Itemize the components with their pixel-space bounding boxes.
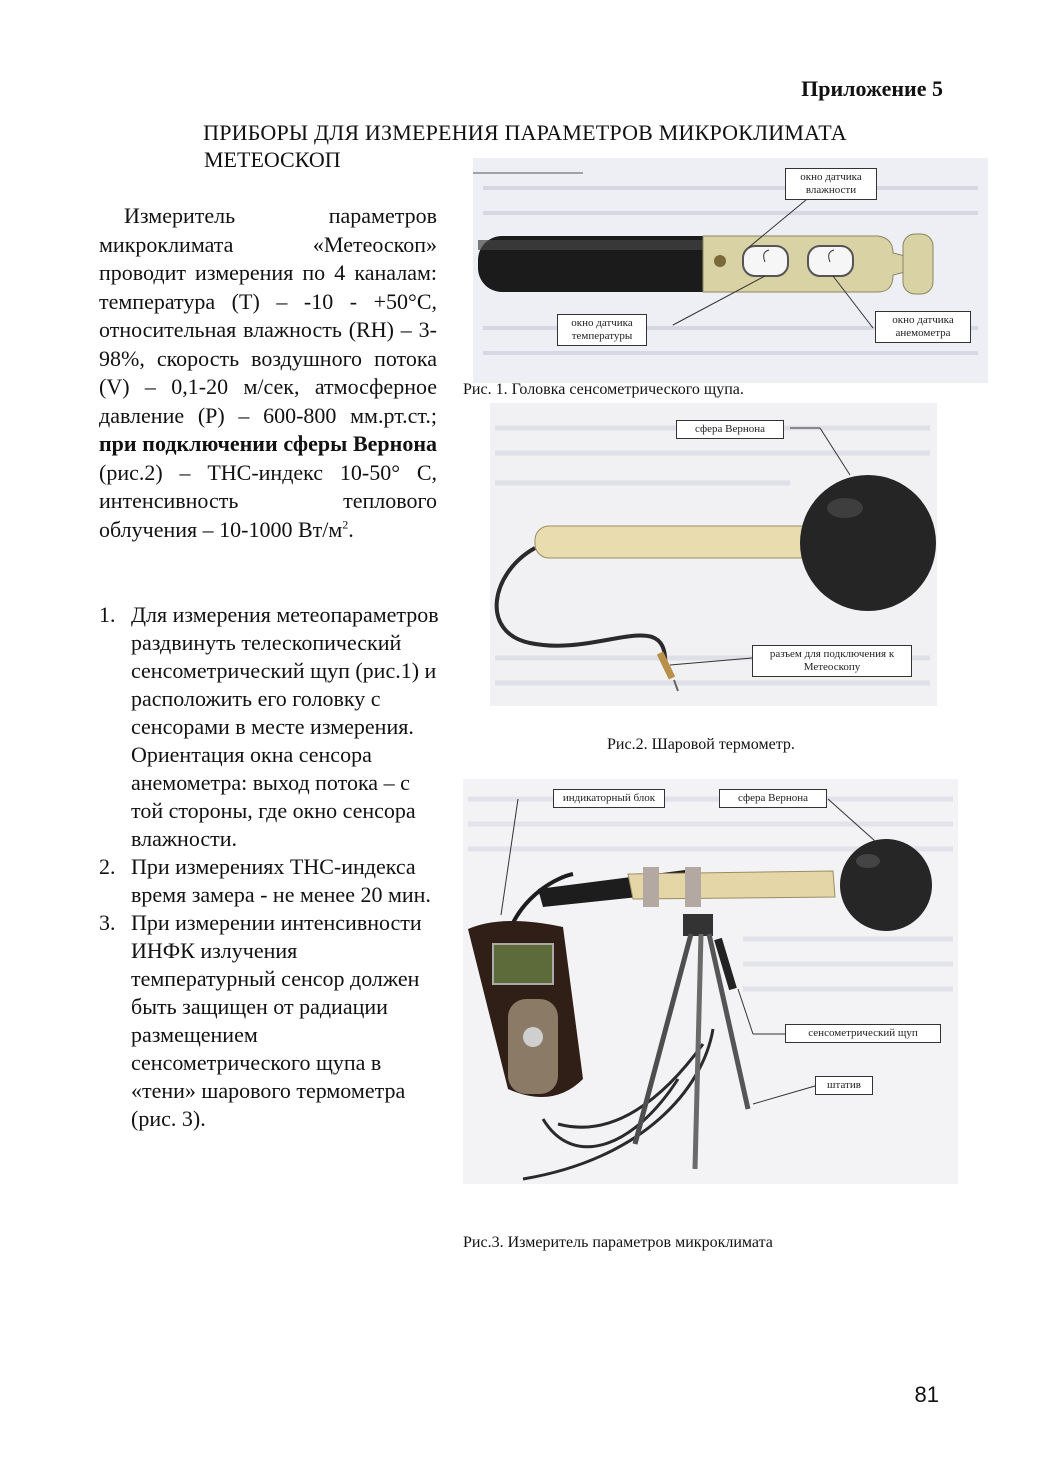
page-subtitle: МЕТЕОСКОП [204,147,341,172]
label-connector: разъем для подключения к Метеоскопу [752,645,912,677]
intro-paragraph [99,202,437,544]
label-temperature-sensor: окно датчика температуры [557,314,647,346]
list-number: 2. [99,854,116,879]
list-item [99,853,439,909]
intro-text-cont: (рис.2) – ТНС-индекс 10-50° С, интенсивность теплового облучения – 10-1000 Вт/м [99,459,437,542]
label-vernon-sphere: сфера Вернона [719,789,827,808]
instruction-list [99,601,439,1133]
unit-superscript: 2 [342,517,349,532]
label-humidity-sensor: окно датчика влажности [785,168,877,200]
label-vernon-sphere: сфера Вернона [676,420,784,439]
label-tripod: штатив [815,1076,873,1095]
label-sensor-probe: сенсометрический щуп [785,1024,941,1043]
figure-2-caption: Рис.2. Шаровой термометр. [607,736,795,753]
label-anemometer-sensor: окно датчика анемометра [875,311,971,343]
page-title: ПРИБОРЫ ДЛЯ ИЗМЕРЕНИЯ ПАРАМЕТРОВ МИКРОКЛИМАТА [203,120,847,145]
list-text: При измерениях ТНС-индекса время замера - не менее 20 мин. [131,854,431,907]
list-text: Для измерения метеопараметров раздвинуть телескопический сенсометрический щуп (рис.1) и расположить его головку с сенсорами в месте измерения. Ориентация окна сенсора анемометра: выход потока – с той стороны, где окно сенсора влажности. [131,602,439,851]
figure-2-globe-thermometer [490,403,937,706]
list-text: При измерении интенсивности ИНФК излучения температурный сенсор должен быть защищен от радиации размещением сенсометрического щупа в «тени» шарового термометра (рис. 3). [131,910,422,1131]
intro-end: . [348,516,354,542]
figure-1-probe-head [473,158,988,383]
page-number: 81 [914,1382,939,1407]
probe-head-illustration [473,158,988,383]
figure-1-caption: Рис. 1. Головка сенсометрического щупа. [463,381,744,398]
list-number: 1. [99,602,116,627]
intro-text: Измеритель параметров микроклимата «Метеоскоп» проводит измерения по 4 каналам: температура (Т) – -10 - +50°С, относительная влажность (RH) – 3-98%, скорость воздушного потока (V) – 0,1-20 м/сек, атмосферное давление (Р) – 600-800 мм.рт.ст.; [99,203,437,428]
appendix-heading: Приложение 5 [801,76,943,101]
label-indicator-unit: индикаторный блок [553,789,665,808]
figure-3-meter-on-tripod [463,779,958,1184]
list-number: 3. [99,910,116,935]
list-item [99,909,439,1133]
figure-3-caption: Рис.3. Измеритель параметров микроклимата [463,1234,773,1251]
microclimate-meter-illustration [463,779,958,1184]
intro-bold-text: при подключении сферы Вернона [99,431,437,456]
list-item [99,601,439,853]
